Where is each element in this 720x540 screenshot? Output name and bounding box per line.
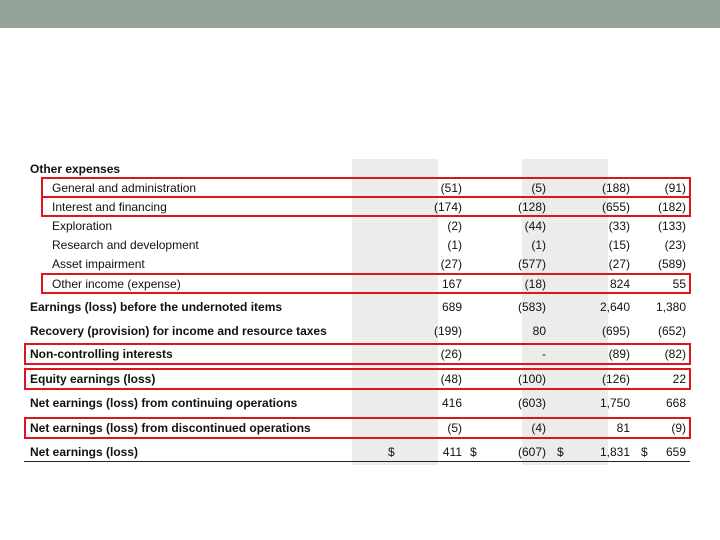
value-cell: (5): [447, 421, 462, 435]
currency-symbol: $: [641, 445, 648, 459]
value-cell: (82): [664, 347, 686, 361]
value-cell: (589): [657, 257, 686, 271]
value-cell: (27): [608, 257, 630, 271]
bottom-rule: [24, 461, 690, 462]
value-cell: (182): [657, 200, 686, 214]
value-cell: 668: [665, 396, 686, 410]
row-label: Earnings (loss) before the undernoted items: [30, 300, 283, 314]
value-cell: (26): [440, 347, 462, 361]
highlight-box: [41, 177, 691, 198]
value-cell: (1): [531, 238, 546, 252]
highlight-box: [41, 273, 691, 294]
value-cell: (5): [531, 181, 546, 195]
value-cell: (1): [447, 238, 462, 252]
value-cell: (133): [657, 219, 686, 233]
row-label: Recovery (provision) for income and resource taxes: [30, 324, 327, 338]
value-cell: 1,380: [655, 300, 686, 314]
value-cell: 824: [609, 277, 630, 291]
value-cell: (126): [601, 372, 630, 386]
table-row: [30, 322, 690, 341]
value-cell: (128): [517, 200, 546, 214]
table-row-total: [30, 443, 690, 462]
value-cell: (174): [433, 200, 462, 214]
value-cell: (695): [601, 324, 630, 338]
value-cell: -: [542, 347, 546, 361]
value-cell: 1,750: [599, 396, 630, 410]
value-cell: (583): [517, 300, 546, 314]
value-cell: (18): [524, 277, 546, 291]
value-cell: (48): [440, 372, 462, 386]
value-cell: 55: [672, 277, 686, 291]
currency-symbol: $: [388, 445, 395, 459]
row-label: Equity earnings (loss): [30, 372, 156, 386]
highlight-box: [24, 368, 691, 390]
value-cell: 659: [665, 445, 686, 459]
table-row: [30, 217, 690, 236]
value-cell: 416: [441, 396, 462, 410]
table-row: [30, 236, 690, 255]
value-cell: (188): [601, 181, 630, 195]
value-cell: 22: [672, 372, 686, 386]
value-cell: (23): [664, 238, 686, 252]
value-cell: (89): [608, 347, 630, 361]
section-title: Other expenses: [30, 162, 121, 176]
value-cell: (199): [433, 324, 462, 338]
value-cell: (607): [517, 445, 546, 459]
highlight-box: [41, 196, 691, 217]
value-cell: (44): [524, 219, 546, 233]
title-bar: [0, 0, 720, 28]
row-label: Exploration: [52, 219, 113, 233]
row-label: Research and development: [52, 238, 199, 252]
row-label: Net earnings (loss) from continuing operations: [30, 396, 298, 410]
value-cell: (27): [440, 257, 462, 271]
row-label: Net earnings (loss) from discontinued operations: [30, 421, 311, 435]
value-cell: 689: [441, 300, 462, 314]
value-cell: (15): [608, 238, 630, 252]
value-cell: 1,831: [599, 445, 630, 459]
value-cell: (9): [671, 421, 686, 435]
value-cell: 411: [442, 445, 462, 459]
currency-symbol: $: [470, 445, 477, 459]
value-cell: (33): [608, 219, 630, 233]
value-cell: 167: [441, 277, 462, 291]
value-cell: (100): [517, 372, 546, 386]
row-label: Net earnings (loss): [30, 445, 139, 459]
financial-table: [0, 28, 720, 540]
row-label: Interest and financing: [52, 200, 167, 214]
value-cell: 2,640: [599, 300, 630, 314]
value-cell: (652): [657, 324, 686, 338]
row-label: Non-controlling interests: [30, 347, 173, 361]
value-cell: (577): [517, 257, 546, 271]
currency-symbol: $: [557, 445, 564, 459]
table-row: [30, 394, 690, 413]
value-cell: (91): [664, 181, 686, 195]
row-label: General and administration: [52, 181, 197, 195]
table-row: [30, 298, 690, 317]
value-cell: 80: [532, 324, 546, 338]
highlight-box: [24, 417, 691, 439]
value-cell: (655): [601, 200, 630, 214]
row-label: Asset impairment: [52, 257, 145, 271]
highlight-box: [24, 343, 691, 365]
value-cell: (603): [517, 396, 546, 410]
value-cell: (51): [440, 181, 462, 195]
value-cell: (2): [447, 219, 462, 233]
row-label: Other income (expense): [52, 277, 181, 291]
value-cell: (4): [531, 421, 546, 435]
value-cell: 81: [616, 421, 630, 435]
table-row: [30, 255, 690, 274]
